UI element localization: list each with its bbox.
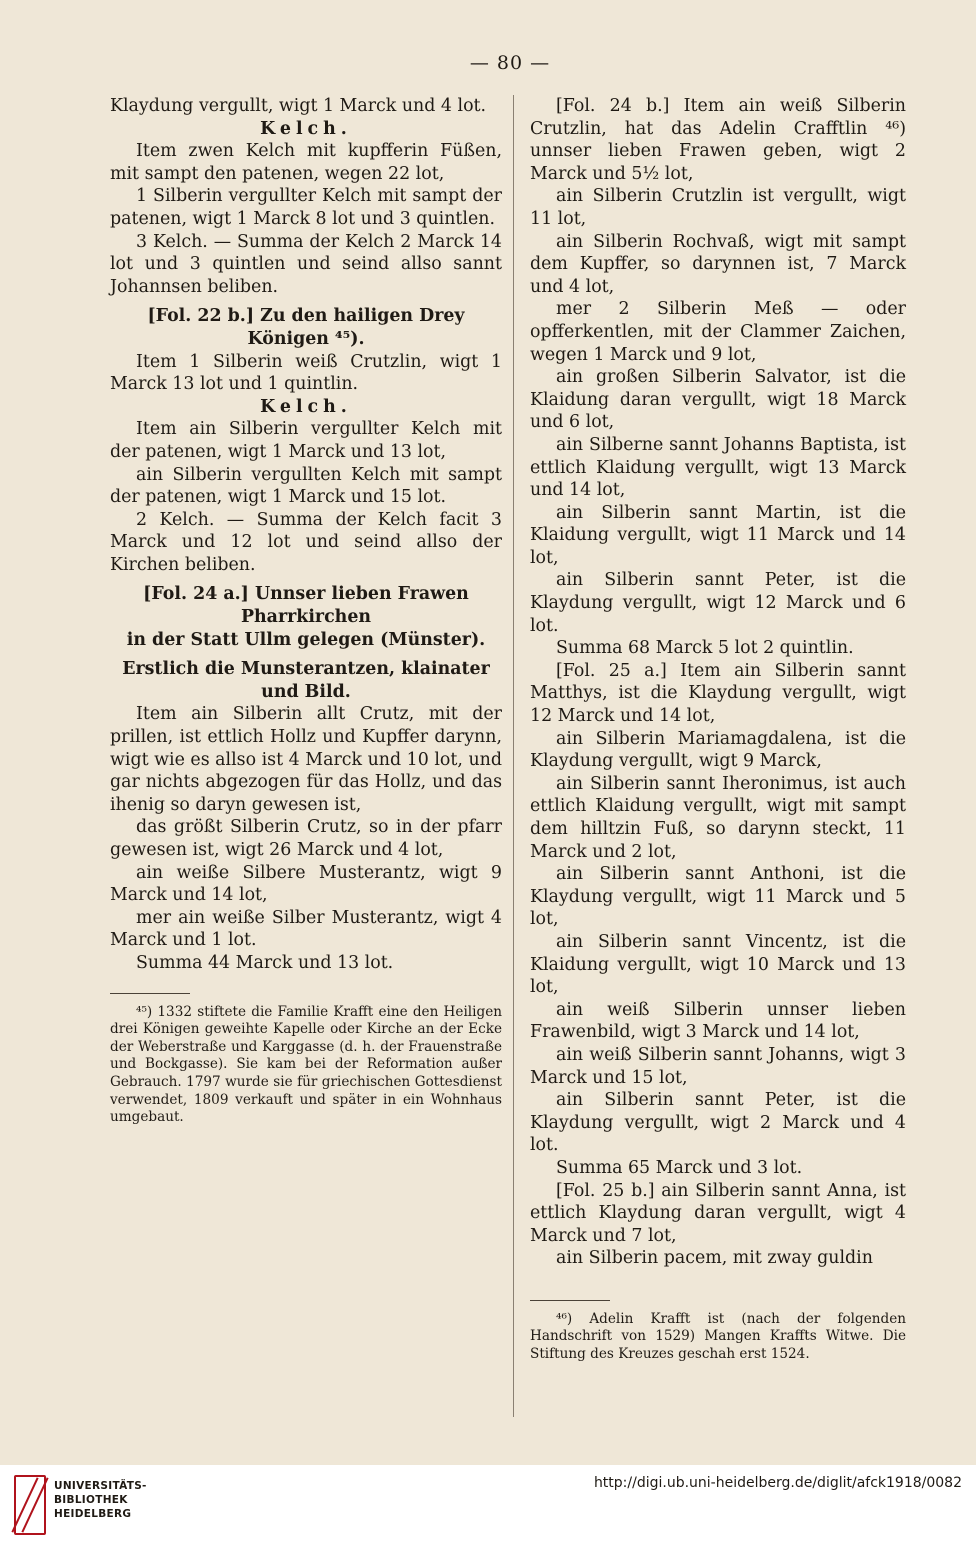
paragraph: ain Silberin sannt Vincentz, ist die Klaidung vergullt, wigt 10 Marck und 13 lot,	[530, 931, 906, 998]
paragraph: ain Silberin sannt Martin, ist die Klaidung vergullt, wigt 11 Marck und 14 lot,	[530, 502, 906, 568]
section-heading: [Fol. 24 a.] Unnser lieben Frawen Pharrkirchen	[143, 584, 469, 628]
paragraph: ain Silberin Rochvaß, wigt mit sampt dem Kupffer, so darynnen ist, 7 Marck und 4 lot,	[530, 231, 906, 297]
source-url-link[interactable]: http://digi.ub.uni-heidelberg.de/diglit/afck1918/0082	[593, 1475, 962, 1491]
footnote-rule	[110, 993, 190, 994]
viewer-footer	[0, 1465, 976, 1545]
paragraph: 3 Kelch. — Summa der Kelch 2 Marck 14 lot und 3 quintlen und seind allso sannt Johannsen beliben.	[110, 231, 502, 297]
paragraph: mer 2 Silberin Meß — oder opfferkentlen, mit der Clammer Zaichen, wegen 1 Marck und 9 lot,	[530, 299, 906, 365]
paragraph: Summa 68 Marck 5 lot 2 quintlin.	[556, 638, 854, 659]
paragraph: Summa 44 Marck und 13 lot.	[136, 952, 394, 973]
institution-name: UNIVERSITÄTS- BIBLIOTHEK HEIDELBERG	[54, 1480, 147, 1520]
paragraph: ain weiße Silbere Musterantz, wigt 9 Marck und 14 lot,	[110, 862, 502, 906]
section-heading: Erstlich die Munsterantzen, klainater und Bild.	[122, 659, 490, 702]
paragraph: ain Silberin Crutzlin ist vergullt, wigt 11 lot,	[530, 186, 906, 229]
footnote-45: ⁴⁵) 1332 stiftete die Familie Krafft eine den Heiligen drei Königen geweihte Kapelle oder Kirche an der Ecke der Weberstraße und Karggasse (d. h. der Frauenstraße und Bockgasse). Sie kam bei der Reformation außer Gebrauch. 1797 wurde sie für griechischen Gottesdienst verwendet, 1809 verkauft und später in ein Wohnhaus umgebaut.	[110, 1003, 502, 1126]
section-heading: Kelch.	[260, 396, 352, 417]
university-logo-icon	[14, 1475, 46, 1535]
right-column-body	[530, 95, 906, 1270]
paragraph: ain Silberin sannt Iheronimus, ist auch ettlich Klaidung vergullt, wigt mit sampt dem hilltzin Fuß, so darynn steckt, 11 Marck und 2 lot,	[530, 773, 906, 862]
paragraph: ain weiß Silberin unnser lieben Frawenbild, wigt 3 Marck und 14 lot,	[530, 999, 906, 1043]
left-column-body	[110, 95, 502, 975]
paragraph: [Fol. 25 b.] ain Silberin sannt Anna, ist ettlich Klaydung daran vergullt, wigt 4 Marck und 7 lot,	[530, 1180, 906, 1246]
section-heading: [Fol. 22 b.] Zu den hailigen Drey Königen ⁴⁵).	[147, 306, 465, 349]
paragraph: ain Silberin sannt Peter, ist die Klaydung vergullt, wigt 12 Marck und 6 lot.	[530, 570, 906, 636]
paragraph: ain Silberin vergullten Kelch mit sampt der patenen, wigt 1 Marck und 15 lot.	[110, 464, 502, 508]
paragraph: [Fol. 24 b.] Item ain weiß Silberin Crutzlin, hat das Adelin Crafftlin ⁴⁶) unnser lieben Frawen geben, wigt 2 Marck und 5½ lot,	[530, 96, 906, 184]
paragraph: ain Silberin Mariamagdalena, ist die Klaydung vergullt, wigt 9 Marck,	[530, 728, 906, 772]
footnote-rule	[530, 1300, 610, 1301]
paragraph: Klaydung vergullt, wigt 1 Marck und 4 lot.	[110, 96, 487, 116]
paragraph: Summa 65 Marck und 3 lot.	[556, 1157, 803, 1178]
paragraph: 2 Kelch. — Summa der Kelch facit 3 Marck und 12 lot und seind allso der Kirchen beliben.	[110, 509, 502, 575]
paragraph: [Fol. 25 a.] Item ain Silberin sannt Matthys, ist die Klaydung vergullt, wigt 12 Marck und 14 lot,	[530, 660, 906, 727]
left-column	[110, 95, 502, 1127]
paragraph: ain Silberin sannt Peter, ist die Klaydung vergullt, wigt 2 Marck und 4 lot.	[530, 1090, 906, 1156]
paragraph: mer ain weiße Silber Musterantz, wigt 4 Marck und 1 lot.	[110, 907, 502, 951]
column-divider	[513, 95, 514, 1417]
section-heading: in der Statt Ullm gelegen (Münster).	[126, 629, 486, 650]
page-number: — 80 —	[469, 52, 551, 74]
paragraph: das größt Silberin Crutz, so in der pfarr gewesen ist, wigt 26 Marck und 4 lot,	[110, 817, 502, 860]
paragraph: ain Silberin sannt Anthoni, ist die Klaydung vergullt, wigt 11 Marck und 5 lot,	[530, 864, 906, 930]
paragraph: Item 1 Silberin weiß Crutzlin, wigt 1 Marck 13 lot und 1 quintlin.	[110, 351, 502, 395]
right-column	[530, 95, 906, 1364]
paragraph: ain Silberne sannt Johanns Baptista, ist ettlich Klaidung vergullt, wigt 13 Marck und 14 lot,	[530, 434, 906, 501]
footnote-46: ⁴⁶) Adelin Krafft ist (nach der folgenden Handschrift von 1529) Mangen Kraffts Witwe. Die Stiftung des Kreuzes geschah erst 1524.	[530, 1310, 906, 1363]
paragraph: Item ain Silberin vergullter Kelch mit der patenen, wigt 1 Marck und 13 lot,	[110, 419, 502, 462]
section-heading: Kelch.	[260, 118, 352, 139]
paragraph: Item ain Silberin allt Crutz, mit der prillen, ist ettlich Hollz und Kupffer darynn, wigt wie es allso ist 4 Marck und 10 lot, und gar nichts abgezogen für das Hollz, und das ihenig so daryn gewesen ist,	[110, 704, 502, 815]
paragraph: ain Silberin pacem, mit zway guldin	[556, 1248, 873, 1269]
paragraph: 1 Silberin vergullter Kelch mit sampt der patenen, wigt 1 Marck 8 lot und 3 quintlen.	[110, 186, 502, 229]
paragraph: Item zwen Kelch mit kupfferin Füßen, mit sampt den patenen, wegen 22 lot,	[110, 141, 502, 184]
paragraph: ain weiß Silberin sannt Johanns, wigt 3 Marck und 15 lot,	[530, 1044, 906, 1088]
paragraph: ain großen Silberin Salvator, ist die Klaidung daran vergullt, wigt 18 Marck und 6 lot,	[530, 367, 906, 433]
